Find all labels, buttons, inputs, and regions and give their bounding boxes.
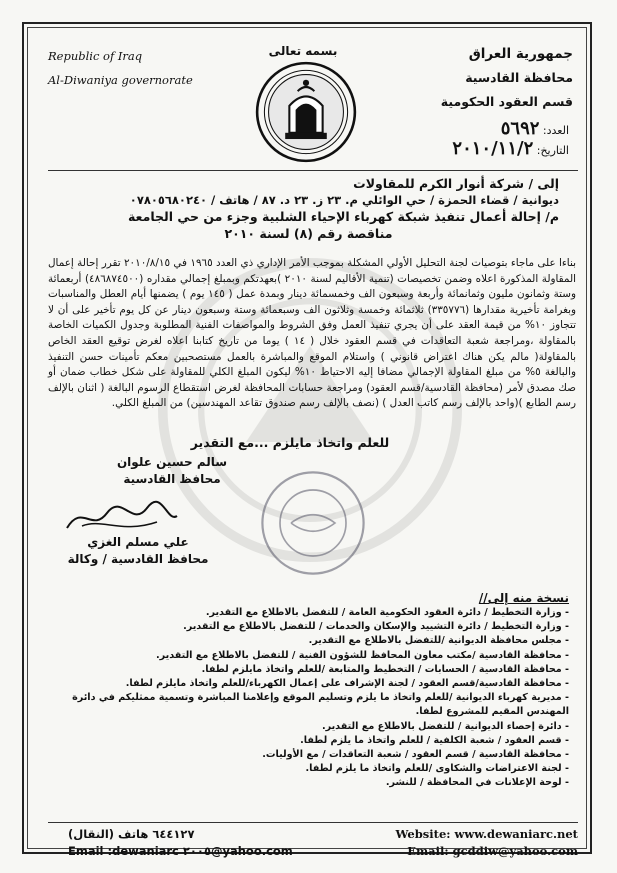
list-item: - دائرة إحصاء الديوانية / للتفضل بالاطلاع مع التقدير. xyxy=(59,720,569,734)
footer-divider xyxy=(48,822,578,823)
list-item: - مجلس محافظة الديوانية /للتفضل بالاطلاع مع التقدير. xyxy=(59,634,569,648)
reference-number xyxy=(452,120,569,140)
signatory-name: سالم حسين علوان xyxy=(116,455,228,469)
reference-number-value: ٥٦٩٢ xyxy=(500,118,540,139)
handwritten-signature-icon xyxy=(62,498,182,538)
tender-line: مناقصة رقم (٨) لسنة ٢٠١٠ xyxy=(224,226,393,241)
header-english xyxy=(48,44,193,92)
header-country-ar: جمهورية العراق xyxy=(468,46,573,62)
subject-line: م/ إحالة أعمال تنفيذ شبكة كهرباء الإحياء الشلبية وجزء من حي الجامعة xyxy=(127,209,559,224)
header-governorate-ar: محافظة القادسية xyxy=(465,70,573,85)
bismillah-text: بسمه تعالى xyxy=(268,44,338,58)
list-item: - محافظة القادسية / قسم العقود / شعبة التعاقدات / مع الأوليات. xyxy=(59,748,569,762)
header-divider xyxy=(48,170,578,171)
list-item: - لوحة الإعلانات في المحافظة / للنشر. xyxy=(59,776,569,790)
footer-email-left[interactable]: Email :dewaniarc ٢٠٠٥@yahoo.com xyxy=(68,844,293,858)
reference-date xyxy=(452,140,569,160)
list-item: - مديرية كهرباء الديوانية /للعلم واتخاذ ما يلزم وتسليم الموقع وإعلامنا المباشرة وتسمية ممثليكم في دائرة المهندس المقيم للمشروع لطفا. xyxy=(59,691,569,719)
list-item: - محافظة القادسية /مكتب معاون المحافظ للشؤون الفنية / للتفضل بالاطلاع مع التقدير. xyxy=(59,649,569,663)
governorate-logo-icon xyxy=(254,60,358,164)
list-item: - محافظة القادسية/قسم العقود / لجنة الإشراف على إعمال الكهرباء/للعلم واتخاذ مايلزم لطفا. xyxy=(59,677,569,691)
recipient-line: إلى / شركة أنوار الكرم للمقاولات xyxy=(353,176,559,191)
footer-phone: ٦٤٤١٢٧ هاتف (النقال) xyxy=(68,827,195,841)
signatory-name: علي مسلم الغزي xyxy=(87,535,189,549)
reference-date-label: التاريخ: xyxy=(536,144,569,157)
footer-right xyxy=(395,826,578,860)
footer-left xyxy=(68,826,293,860)
copies-list xyxy=(59,606,569,791)
list-item: - محافظة القادسية / الحسابات / التخطيط والمتابعة /للعلم واتخاذ مايلزم لطفا. xyxy=(59,663,569,677)
reference-number-label: العدد: xyxy=(542,124,569,137)
list-item: - وزارة التخطيط / دائرة التشييد والإسكان والخدمات / للتفضل بالاطلاع مع التقدير. xyxy=(59,620,569,634)
official-stamp-icon xyxy=(258,468,368,578)
copies-title: نسخة منه إلى// xyxy=(478,591,569,605)
closing-line: للعلم واتخاذ مايلزم ...مع التقدير xyxy=(190,435,390,450)
list-item: - قسم العقود / شعبة الكلفية / للعلم واتخاذ ما يلزم لطفا. xyxy=(59,734,569,748)
body-paragraph: بناءا على ماجاء بتوصيات لجنة التحليل الأولي المشكلة بموجب الأمر الإداري ذي العدد ١٩٦٥ في ٢٠١٠/٨/١٥ تقرر إحالة إعمال المقاولة المذكورة اعلاه وضمن تخصيصات (تنمية الأقاليم لسنة ٢٠١٠ )بعهدتكم وبمبلغ إجمالي مقداره (٤٨٦٨٧٤٥٠٠) أربعمائة وستة وثمانون مليون وثمانمائة وأربعة وسبعون الف وخمسمائة دينار وبمدة عمل ( ١٤٥ يوم ) يضمنها أيام العطل والمناسبات وبغرامة تأخيرية مقدارها (٣٣٥٧٧٦) ثلاثمائة وخمسة وثلاثون الف وسبعمائة وستة وسبعون دينار عن كل يوم تأخير على أن لا تتجاوز ١٠% من قيمة العقد على أن يجري تنفيذ العمل وفق الشروط والمواصفات الفنية المطلوبة وجدول الكميات الخاصة بالمقاولة ،ومراجعة شعبة التعاقدات في قسم العقود خلال ( ١٤ ) يوما من تاريخ كتابنا اعلاه لغرض توقيع العقد الخاص بالمقاولة( مالم يكن هناك اعتراض قانوني ) واستلام الموقع والمباشرة بالعمل مستصحبين معكم تأمينات حسن التنفيذ والبالغة ٥% من مبلغ المقاولة الإجمالي مضافا إليه الاحتياط ١٠% ليكون المبلغ الكلي للمقاولة على شكل خطاب ضمان أو صك مصدق لأمر (محافظة القادسية/قسم العقود) ومراجعة حسابات المحافظة لغرض استقطاع الرسوم البالغة ( اثنان بالإلف رسم الطابع )(واحد بالإلف رسم كاتب العدل ) (نصف بالإلف رسم صندوق تقاعد المهندسين) من المبلغ الكلي. xyxy=(48,257,577,410)
header-arabic xyxy=(441,42,573,114)
recipient-address: ديوانية / قضاء الحمزة / حي الوائلي م. ٢٣ ز. ٢٣ د. ٨٧ / هاتف / ٠٧٨٠٥٦٨٠٢٤٠ xyxy=(129,193,559,207)
header-country-en: Republic of Iraq xyxy=(48,49,143,63)
header-department-ar: قسم العقود الحكومية xyxy=(440,94,573,109)
signature-block-governor xyxy=(112,454,232,488)
footer-email-right[interactable]: Email: gcddiw@yahoo.com xyxy=(407,844,578,858)
footer-website-link[interactable]: Website: www.dewaniarc.net xyxy=(395,827,578,841)
signature-block-acting xyxy=(58,534,218,568)
reference-date-value: ٢٠١٠/١١/٢ xyxy=(452,138,534,159)
reference-block xyxy=(452,120,569,160)
signatory-title: محافظ القادسية / وكالة xyxy=(67,552,209,566)
signatory-title: محافظ القادسية xyxy=(123,472,221,486)
list-item: - وزارة التخطيط / دائرة العقود الحكومية العامة / للتفضل بالاطلاع مع التقدير. xyxy=(59,606,569,620)
list-item: - لجنة الاعتراضات والشكاوى /للعلم واتخاذ ما يلزم لطفا. xyxy=(59,762,569,776)
header-governorate-en: Al-Diwaniya governorate xyxy=(48,73,193,87)
